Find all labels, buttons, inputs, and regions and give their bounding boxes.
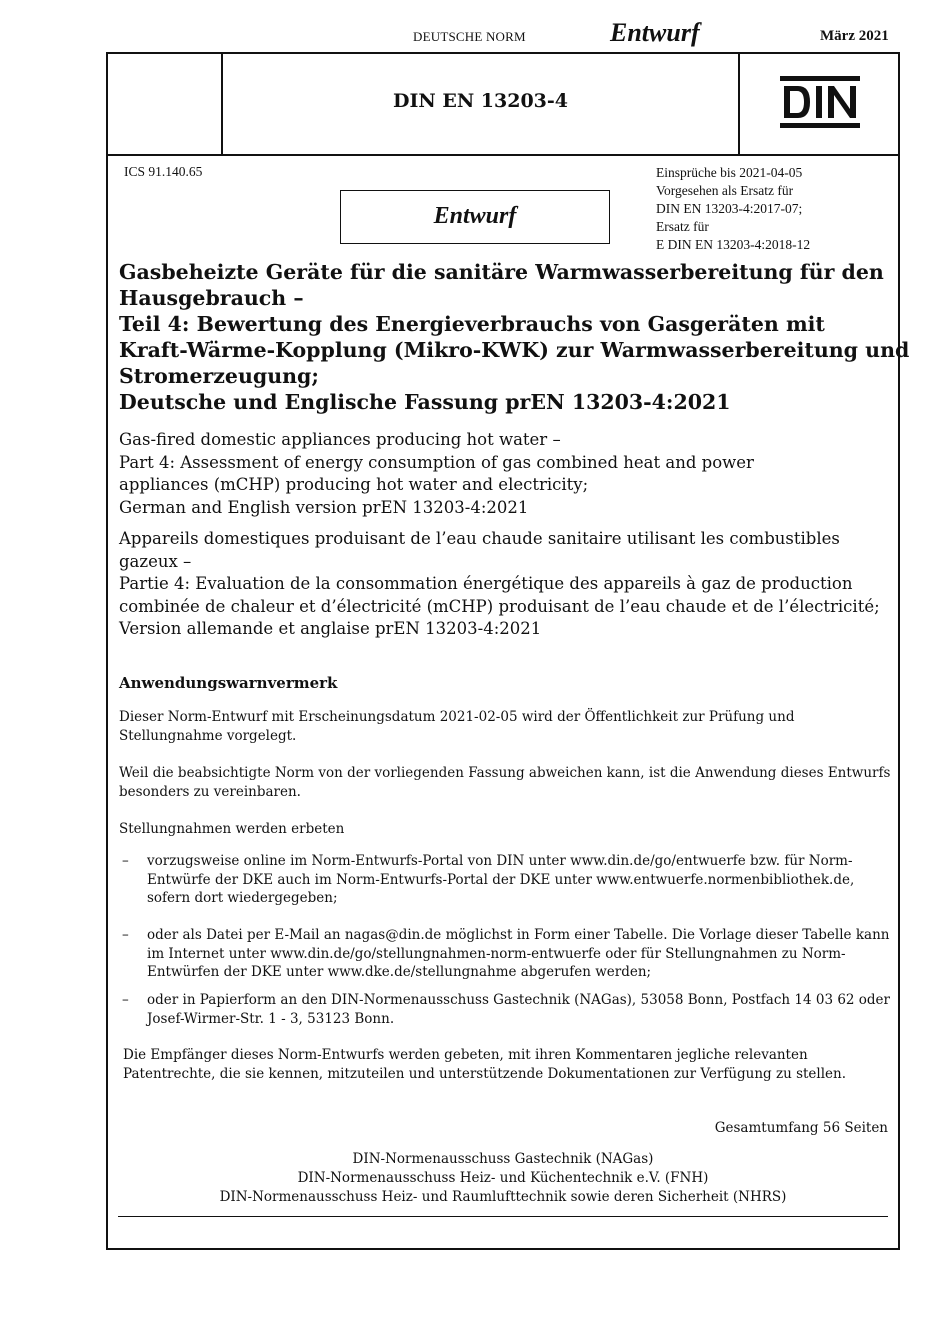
text-line: Weil die beabsichtigte Norm von der vorliegenden Fassung abweichen kann, ist die Anwendung dieses Entwurfs — [119, 765, 891, 781]
header-logo-cell — [738, 54, 898, 154]
document-number: DIN EN 13203-4 — [392, 90, 569, 112]
title-line: combinée de chaleur et d’électricité (mCHP) produisant de l’eau chaude et de l’électricité; — [119, 596, 880, 616]
title-line: Partie 4: Evaluation de la consommation énergétique des appareils à gaz de production — [119, 574, 853, 593]
title-line: Kraft-Wärme-Kopplung (Mikro-KWK) zur Warmwasserbereitung und — [119, 338, 910, 362]
title-line: Gas-fired domestic appliances producing hot water – — [119, 430, 561, 449]
warning-paragraph — [119, 708, 889, 745]
title-line: Appareils domestiques produisant de l’eau chaude sanitaire utilisant les combustibles — [119, 529, 840, 548]
text-line: sofern dort wiedergegeben; — [147, 890, 338, 906]
title-line: appliances (mCHP) producing hot water and electricity; — [119, 475, 589, 494]
text-line: Josef-Wirmer-Str. 1 - 3, 53123 Bonn. — [147, 1010, 395, 1027]
warning-paragraph — [119, 764, 889, 801]
publication-date: März 2021 — [820, 28, 889, 44]
bullet-dash: – — [122, 853, 129, 869]
header-row — [108, 54, 898, 156]
patent-paragraph — [123, 1046, 893, 1083]
bullet-dash: – — [122, 927, 129, 943]
title-line: Gasbeheizte Geräte für die sanitäre Warmwasserbereitung für den — [119, 260, 884, 284]
text-line: Die Empfänger dieses Norm-Entwurfs werden gebeten, mit ihren Kommentaren jegliche relevanten — [123, 1047, 808, 1063]
committee-list — [108, 1150, 898, 1207]
committee-name: DIN-Normenausschuss Gastechnik (NAGas) — [352, 1151, 654, 1167]
warning-paragraph — [119, 820, 889, 839]
title-line: Hausgebrauch – — [119, 286, 304, 310]
ics-code: ICS 91.140.65 — [124, 164, 203, 179]
din-logo-icon — [780, 76, 860, 128]
text-line: oder in Papierform an den DIN-Normenausschuss Gastechnik (NAGas), 53058 Bonn, Postfach 14 03 62 oder — [147, 992, 891, 1008]
document-frame — [106, 52, 910, 1250]
text-line: besonders zu vereinbaren. — [119, 783, 301, 800]
replacement-line: DIN EN 13203-4:2017-07; — [656, 201, 803, 216]
text-line: vorzugsweise online im Norm-Entwurfs-Portal von DIN unter www.din.de/go/entwuerfe bzw. für Norm- — [147, 853, 853, 869]
replacement-line: E DIN EN 13203-4:2018-12 — [656, 237, 811, 252]
replacement-info — [656, 164, 810, 254]
committee-name: DIN-Normenausschuss Heiz- und Küchentechnik e.V. (FNH) — [297, 1170, 709, 1186]
total-pages: Gesamtumfang 56 Seiten — [714, 1120, 888, 1136]
header-left-cell — [108, 54, 223, 154]
warning-heading: Anwendungswarnvermerk — [119, 674, 338, 692]
bullet-dash: – — [122, 992, 129, 1008]
replacement-line: Ersatz für — [656, 219, 709, 234]
english-title — [119, 429, 889, 519]
title-line: Version allemande et anglaise prEN 13203-4:2021 — [119, 619, 542, 638]
title-line: Part 4: Assessment of energy consumption of gas combined heat and power — [119, 452, 754, 472]
footer-divider — [118, 1216, 888, 1217]
text-line: Stellungnahmen werden erbeten — [119, 821, 345, 837]
text-line: im Internet unter www.din.de/go/stellungnahmen-norm-entwuerfe oder für Stellungnahmen zu Norm- — [147, 945, 846, 962]
title-line: gazeux – — [119, 551, 192, 571]
text-line: Dieser Norm-Entwurf mit Erscheinungsdatum 2021-02-05 wird der Öffentlichkeit zur Prüfung und — [119, 709, 795, 725]
draft-status-label: Entwurf — [610, 18, 700, 47]
text-line: Stellungnahme vorgelegt. — [119, 727, 297, 744]
replacement-line: Einsprüche bis 2021-04-05 — [656, 165, 803, 180]
top-line — [0, 18, 950, 52]
text-line: oder als Datei per E-Mail an nagas@din.de möglichst in Form einer Tabelle. Die Vorlage dieser Tabelle kann — [147, 927, 890, 943]
title-line: Teil 4: Bewertung des Energieverbrauchs von Gasgeräten mit — [119, 312, 825, 336]
draft-box: Entwurf — [340, 190, 610, 244]
title-line: Deutsche und Englische Fassung prEN 13203-4:2021 — [119, 390, 731, 414]
committee-name: DIN-Normenausschuss Heiz- und Raumlufttechnik sowie deren Sicherheit (NHRS) — [219, 1189, 787, 1205]
list-item-text — [147, 852, 897, 908]
text-line: Entwürfe der DKE auch im Norm-Entwurfs-Portal der DKE unter www.entwuerfe.normenbibliothek.de, — [147, 871, 855, 888]
replacement-line: Vorgesehen als Ersatz für — [656, 183, 794, 198]
title-line: German and English version prEN 13203-4:2021 — [119, 497, 529, 517]
list-item-text — [147, 926, 897, 982]
standard-type-label: DEUTSCHE NORM — [413, 29, 526, 44]
list-item-text — [147, 991, 897, 1028]
text-line: Entwürfen der DKE unter www.dke.de/stellungnahme abgerufen werden; — [147, 964, 652, 980]
german-title — [119, 259, 910, 415]
text-line: Patentrechte, die sie kennen, mitzuteilen und unterstützende Dokumentationen zur Verfügung zu stellen. — [123, 1065, 847, 1082]
french-title — [119, 528, 894, 641]
title-line: Stromerzeugung; — [119, 364, 319, 388]
